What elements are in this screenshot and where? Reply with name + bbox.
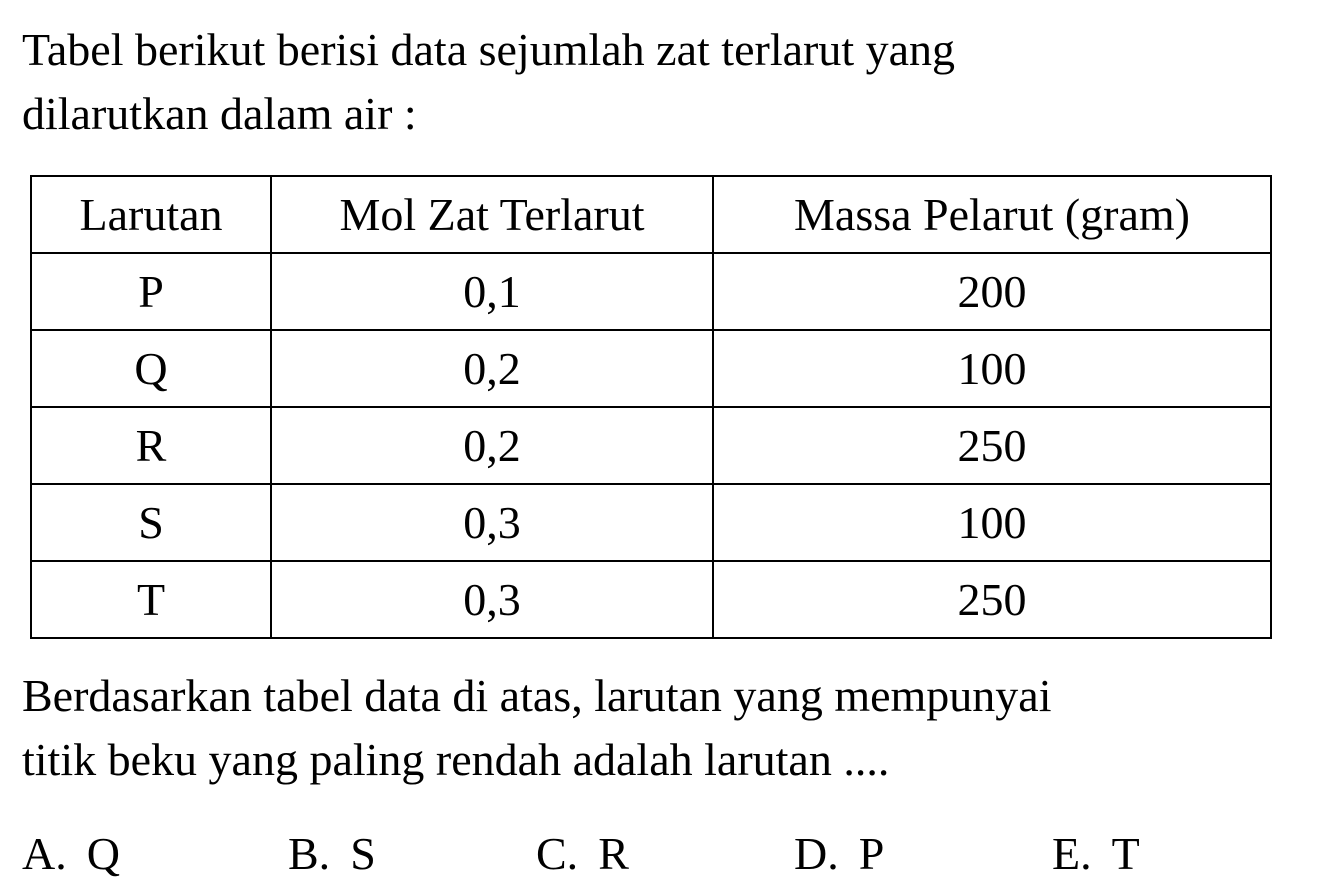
table-row	[31, 484, 1271, 561]
option-letter: B.	[288, 828, 331, 879]
cell-mol: 0,1	[271, 253, 713, 330]
solution-data-table	[30, 175, 1272, 639]
cell-mol: 0,2	[271, 407, 713, 484]
option-a[interactable]	[22, 822, 120, 886]
option-value: S	[350, 828, 376, 879]
cell-larutan: T	[31, 561, 271, 638]
cell-massa: 250	[713, 561, 1271, 638]
cell-massa: 100	[713, 330, 1271, 407]
cell-mol: 0,2	[271, 330, 713, 407]
cell-massa: 200	[713, 253, 1271, 330]
option-d[interactable]	[794, 822, 884, 886]
table-row	[31, 330, 1271, 407]
question-text	[22, 664, 1052, 792]
intro-line-2: dilarutkan dalam air :	[22, 88, 417, 139]
cell-massa: 250	[713, 407, 1271, 484]
option-letter: C.	[536, 828, 579, 879]
question-line-2: titik beku yang paling rendah adalah larutan ....	[22, 734, 890, 785]
cell-larutan: R	[31, 407, 271, 484]
option-b[interactable]	[288, 822, 376, 886]
option-value: R	[598, 828, 629, 879]
option-e[interactable]	[1052, 822, 1140, 886]
option-letter: D.	[794, 828, 839, 879]
table-header-row	[31, 176, 1271, 253]
table-row	[31, 561, 1271, 638]
cell-mol: 0,3	[271, 484, 713, 561]
header-mol-zat-terlarut: Mol Zat Terlarut	[271, 176, 713, 253]
option-value: T	[1111, 828, 1140, 879]
table-row	[31, 253, 1271, 330]
cell-larutan: S	[31, 484, 271, 561]
header-massa-pelarut: Massa Pelarut (gram)	[713, 176, 1271, 253]
option-c[interactable]	[536, 822, 629, 886]
header-larutan: Larutan	[31, 176, 271, 253]
answer-options	[0, 822, 1322, 886]
option-value: Q	[86, 828, 120, 879]
cell-mol: 0,3	[271, 561, 713, 638]
cell-larutan: Q	[31, 330, 271, 407]
cell-larutan: P	[31, 253, 271, 330]
option-letter: E.	[1052, 828, 1092, 879]
table-row	[31, 407, 1271, 484]
intro-line-1: Tabel berikut berisi data sejumlah zat terlarut yang	[22, 24, 956, 75]
option-letter: A.	[22, 828, 67, 879]
cell-massa: 100	[713, 484, 1271, 561]
question-line-1: Berdasarkan tabel data di atas, larutan yang mempunyai	[22, 670, 1052, 721]
intro-text	[22, 18, 955, 146]
option-value: P	[858, 828, 885, 879]
